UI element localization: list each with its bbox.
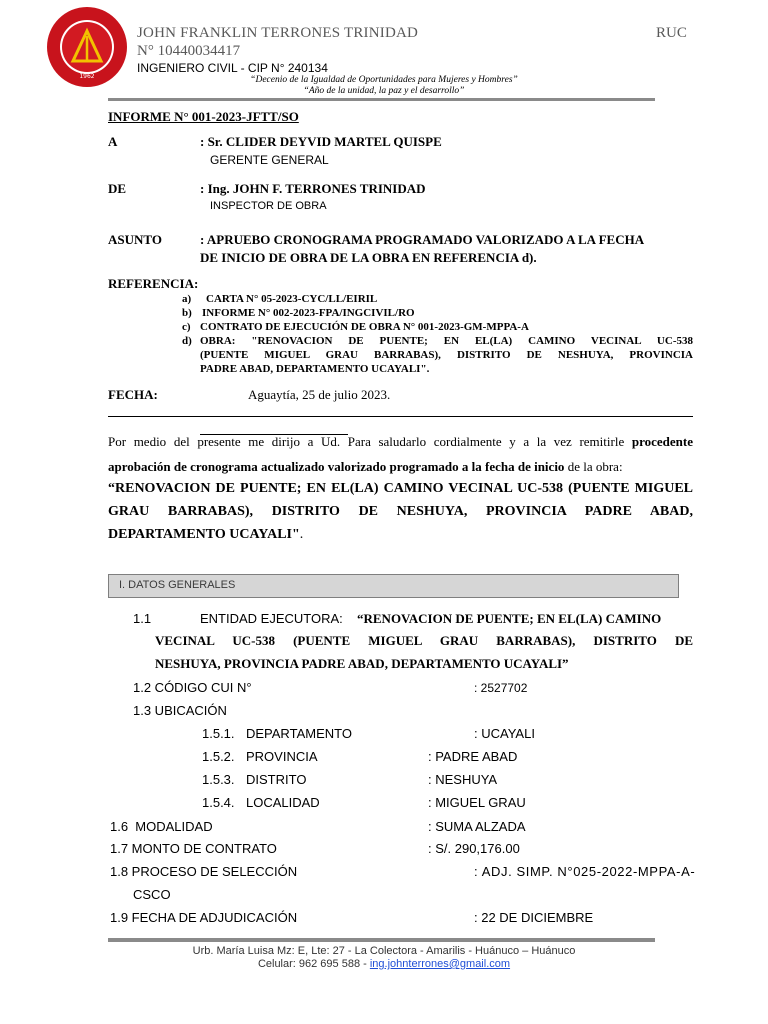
dist-label: DISTRITO — [246, 772, 307, 787]
a-value: : Sr. CLIDER DEYVID MARTEL QUISPE — [200, 134, 442, 149]
ref-c: CONTRATO DE EJECUCIÓN DE OBRA N° 001-2023-GM-MPPA-A — [200, 321, 529, 333]
body-line5: DEPARTAMENTO UCAYALI". — [108, 527, 304, 542]
ruc-number: N° 10440034417 — [137, 43, 241, 59]
body-line3: “RENOVACION DE PUENTE; EN EL(LA) CAMINO VECINAL UC-538 (PUENTE MIGUEL — [108, 481, 693, 496]
de-role: INSPECTOR DE OBRA — [210, 200, 327, 212]
svg-text:1962: 1962 — [79, 73, 95, 80]
asunto-line2: DE INICIO DE OBRA DE LA OBRA EN REFERENCIA d). — [200, 250, 537, 265]
fecha-label: FECHA: — [108, 387, 158, 402]
section-datos-generales — [108, 574, 679, 598]
ref-b: INFORME N° 002-2023-FPA/INGCIVIL/RO — [202, 307, 415, 319]
entidad-line2: VECINAL UC-538 (PUENTE MIGUEL GRAU BARRABAS), DISTRITO DE — [155, 633, 693, 648]
asunto-line1: : APRUEBO CRONOGRAMA PROGRAMADO VALORIZADO A LA FECHA — [200, 232, 645, 247]
footer-contact: Celular: 962 695 588 - ing.johnterrones@gmail.com — [257, 958, 511, 970]
informe-title: INFORME N° 001-2023-JFTT/SO — [108, 109, 299, 124]
entidad-line3: NESHUYA, PROVINCIA PADRE ABAD, DEPARTAMENTO UCAYALI” — [155, 656, 569, 671]
ref-b-letter: b) — [182, 307, 192, 319]
body-line2: aprobación de cronograma actualizado valorizado programado a la fecha de inicio de la obra: — [108, 459, 623, 474]
proceso-value-cont: CSCO — [133, 887, 171, 902]
entidad-label: ENTIDAD EJECUTORA: — [200, 611, 343, 626]
fecha-underline — [108, 416, 693, 417]
prov-value: : PADRE ABAD — [428, 749, 518, 764]
entidad-num: 1.1 — [133, 611, 152, 626]
dist-value: : NESHUYA — [428, 772, 498, 787]
ruc-label: RUC — [656, 25, 687, 41]
ref-d-line3: PADRE ABAD, DEPARTAMENTO UCAYALI". — [200, 363, 430, 375]
dep-label: DEPARTAMENTO — [246, 726, 352, 741]
profession-cip: INGENIERO CIVIL - CIP N° 240134 — [137, 61, 328, 75]
ref-a-letter: a) — [182, 293, 192, 305]
engineer-name: JOHN FRANKLIN TERRONES TRINIDAD — [137, 25, 419, 41]
ref-a: CARTA N° 05-2023-CYC/LL/EIRIL — [206, 293, 378, 305]
cui-label: 1.2 CÓDIGO CUI N° — [133, 680, 252, 695]
loc-value: : MIGUEL GRAU — [428, 795, 526, 810]
a-role: GERENTE GENERAL — [210, 153, 329, 167]
footer-address: Urb. María Luisa Mz: E, Lte: 27 - La Colectora - Amarilis - Huánuco – Huánuco — [192, 945, 576, 957]
loc-label: LOCALIDAD — [246, 795, 320, 810]
body-line1: Por medio del presente me dirijo a Ud. Para saludarlo cordialmente y a la vez remitirle procedente — [108, 434, 693, 449]
monto-label: 1.7 MONTO DE CONTRATO — [110, 841, 277, 856]
de-value: : Ing. JOHN F. TERRONES TRINIDAD — [200, 181, 426, 196]
dep-value: : UCAYALI — [474, 726, 535, 741]
modalidad-label: 1.6 MODALIDAD — [110, 819, 213, 834]
dist-num: 1.5.3. — [202, 772, 235, 787]
fecha-adj-label: 1.9 FECHA DE ADJUDICACIÓN — [110, 910, 298, 925]
entidad-line1: “RENOVACION DE PUENTE; EN EL(LA) CAMINO — [357, 611, 662, 626]
cui-value: : 2527702 — [474, 681, 528, 695]
body-line4: GRAU BARRABAS), DISTRITO DE NESHUYA, PROVINCIA PADRE ABAD, — [108, 504, 693, 519]
prov-num: 1.5.2. — [202, 749, 235, 764]
footer-divider — [108, 938, 655, 942]
a-label: A — [108, 134, 118, 149]
ref-c-letter: c) — [182, 321, 191, 333]
section-title: I. DATOS GENERALES — [119, 579, 236, 591]
slogan-decade: “Decenio de la Igualdad de Oportunidades para Mujeres y Hombres” — [250, 75, 518, 85]
ref-d-letter: d) — [182, 335, 192, 347]
modalidad-value: : SUMA ALZADA — [428, 819, 526, 834]
ref-d-line2: (PUENTE MIGUEL GRAU BARRABAS), DISTRITO DE NESHUYA, PROVINCIA — [200, 349, 693, 361]
de-label: DE — [108, 181, 127, 196]
header-divider — [108, 98, 655, 101]
dep-num: 1.5.1. — [202, 726, 235, 741]
ref-d-line1: OBRA: "RENOVACION DE PUENTE; EN EL(LA) CAMINO VECINAL UC-538 — [200, 335, 693, 347]
prov-label: PROVINCIA — [246, 749, 318, 764]
slogan-year: “Año de la unidad, la paz y el desarrollo” — [303, 86, 465, 96]
proceso-label: 1.8 PROCESO DE SELECCIÓN — [110, 864, 298, 879]
referencia-label: REFERENCIA: — [108, 276, 199, 291]
loc-num: 1.5.4. — [202, 795, 235, 810]
ubicacion-label: 1.3 UBICACIÓN — [133, 703, 227, 718]
email-link[interactable]: ing.johnterrones@gmail.com — [369, 958, 511, 970]
proceso-value: : ADJ. SIMP. N°025-2022-MPPA-A- — [474, 864, 696, 879]
monto-value: : S/. 290,176.00 — [428, 841, 520, 856]
fecha-adj-value: : 22 DE DICIEMBRE — [474, 910, 594, 925]
fecha-value: Aguaytía, 25 de julio 2023. — [248, 387, 391, 402]
asunto-label: ASUNTO — [108, 232, 162, 247]
